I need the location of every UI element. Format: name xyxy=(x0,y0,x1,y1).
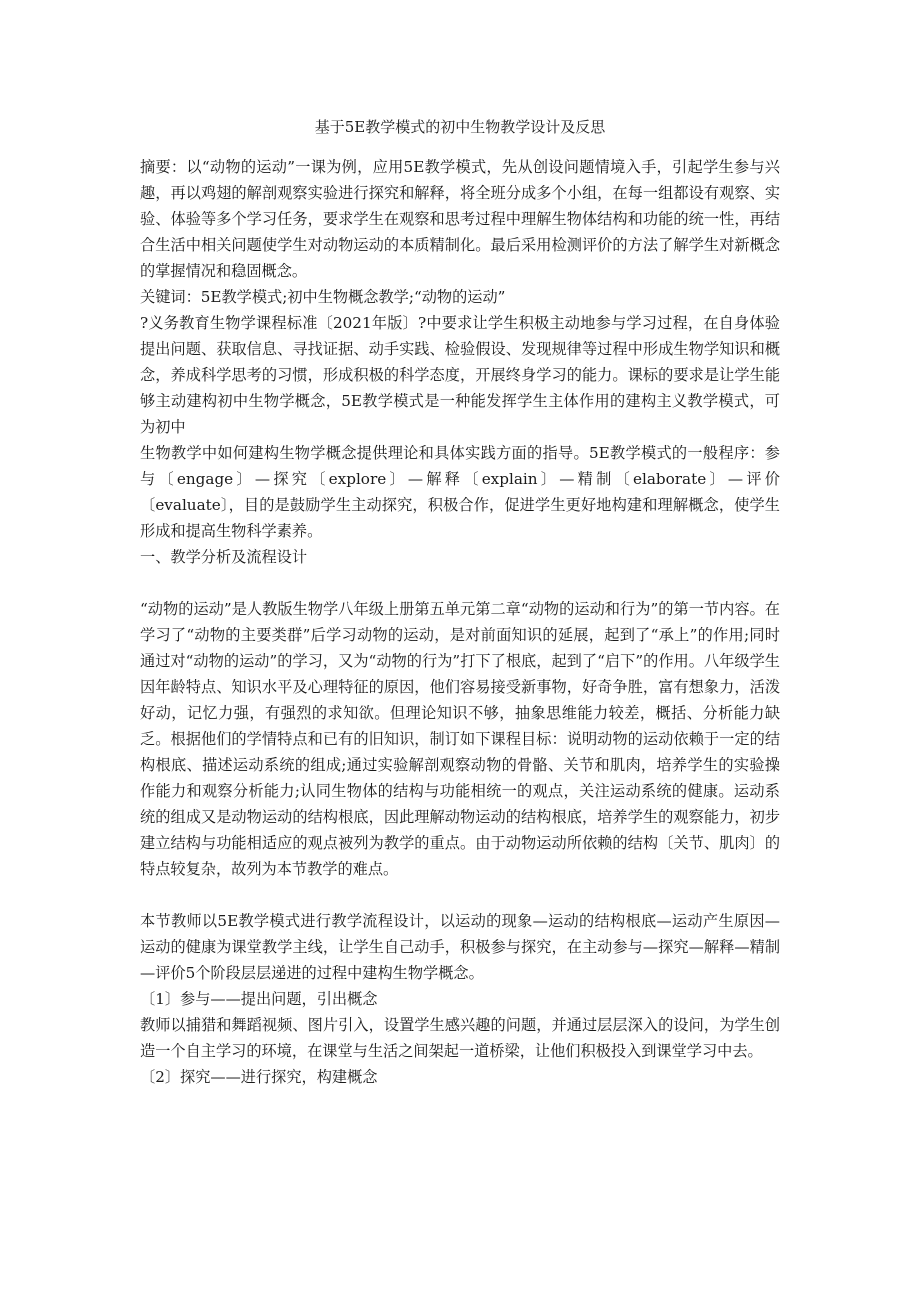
flow-paragraph: 本节教师以5E教学模式进行教学流程设计，以运动的现象—运动的结构根底—运动产生原因—运动的健康为课堂教学主线，让学生自己动手，积极参与探究，在主动参与—探究—解释—精制—评价5个阶段层层递进的过程中建构生物学概念。 xyxy=(140,912,780,982)
abstract-paragraph: 摘要：以“动物的运动”一课为例，应用5E教学模式，先从创设问题情境入手，引起学生参与兴趣，再以鸡翅的解剖观察实验进行探究和解释，将全班分成多个小组，在每一组都设有观察、实验、体验等多个学习任务，要求学生在观察和思考过程中理解生物体结构和功能的统一性，再结合生活中相关问题使学生对动物运动的本质精制化。最后采用检测评价的方法了解学生对新概念的掌握情况和稳固概念。 xyxy=(140,158,780,280)
step-1-body: 教师以捕猎和舞蹈视频、图片引入，设置学生感兴趣的问题，并通过层层深入的设问，为学生创造一个自主学习的环境，在课堂与生活之间架起一道桥梁，让他们积极投入到课堂学习中去。 xyxy=(140,1016,780,1060)
document-body xyxy=(140,154,780,1090)
spacer xyxy=(140,882,780,908)
step-2-heading: 〔2〕探究——进行探究，构建概念 xyxy=(140,1068,378,1086)
section-heading-1: 一、教学分析及流程设计 xyxy=(140,548,308,566)
keywords-line: 关键词：5E教学模式;初中生物概念教学;“动物的运动” xyxy=(140,288,506,306)
intro-paragraph-1: ?义务教育生物学课程标准〔2021年版〕?中要求让学生积极主动地参与学习过程，在自身体验提出问题、获取信息、寻找证据、动手实践、检验假设、发现规律等过程中形成生物学知识和概念，养成科学思考的习惯，形成积极的科学态度，开展终身学习的能力。课标的要求是让学生能够主动建构初中生物学概念，5E教学模式是一种能发挥学生主体作用的建构主义教学模式，可为初中 xyxy=(140,314,780,436)
analysis-paragraph: “动物的运动”是人教版生物学八年级上册第五单元第二章“动物的运动和行为”的第一节内容。在学习了“动物的主要类群”后学习动物的运动，是对前面知识的延展，起到了“承上”的作用;同时通过对“动物的运动”的学习，又为“动物的行为”打下了根底，起到了“启下”的作用。八年级学生因年龄特点、知识水平及心理特征的原因，他们容易接受新事物，好奇争胜，富有想象力，活泼好动，记忆力强，有强烈的求知欲。但理论知识不够，抽象思维能力较差，概括、分析能力缺乏。根据他们的学情特点和已有的旧知识，制订如下课程目标：说明动物的运动依赖于一定的结构根底、描述运动系统的组成;通过实验解剖观察动物的骨骼、关节和肌肉，培养学生的实验操作能力和观察分析能力;认同生物体的结构与功能相统一的观点，关注运动系统的健康。运动系统的组成又是动物运动的结构根底，因此理解动物运动的结构根底，培养学生的观察能力，初步建立结构与功能相适应的观点被列为教学的重点。由于动物运动所依赖的结构〔关节、肌肉〕的特点较复杂，故列为本节教学的难点。 xyxy=(140,600,780,878)
step-1-heading: 〔1〕参与——提出问题，引出概念 xyxy=(140,990,378,1008)
spacer xyxy=(140,570,780,596)
document-title: 基于5E教学模式的初中生物教学设计及反思 xyxy=(314,118,606,136)
intro-paragraph-2: 生物教学中如何建构生物学概念提供理论和具体实践方面的指导。5E教学模式的一般程序：参与〔engage〕—探究〔explore〕—解释〔explain〕—精制〔elaborate〕—评价〔evaluate〕，目的是鼓励学生主动探究，积极合作，促进学生更好地构建和理解概念，使学生形成和提高生物科学素养。 xyxy=(140,444,780,540)
